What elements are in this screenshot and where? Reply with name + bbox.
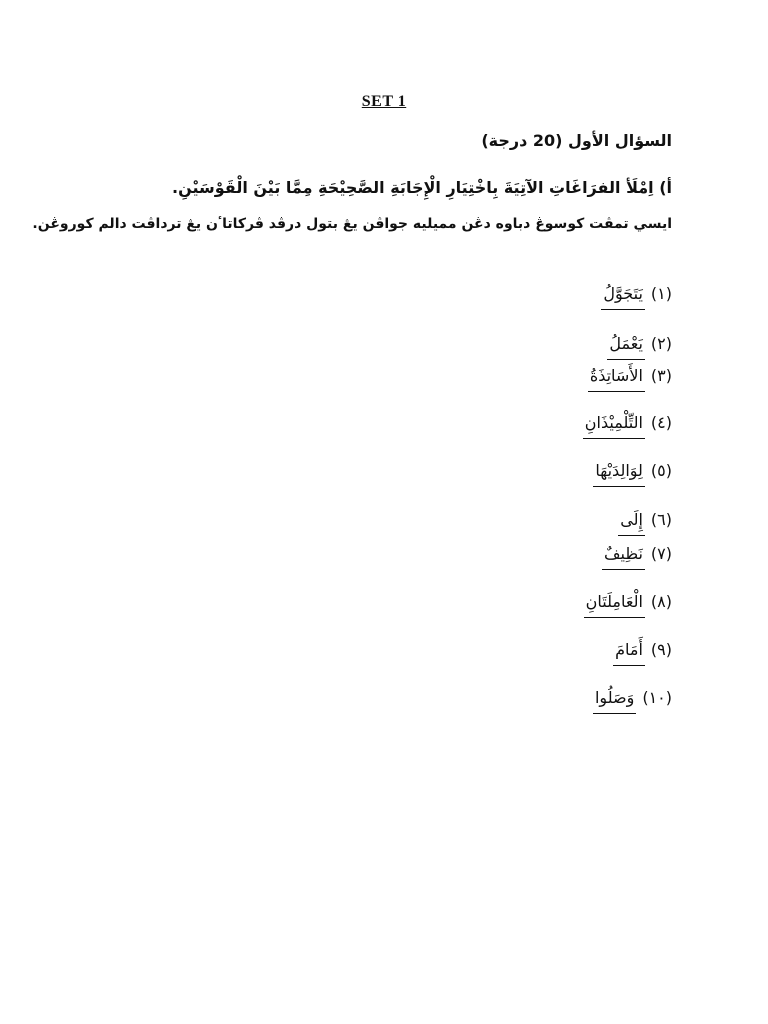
- item-number: (١): [650, 284, 672, 303]
- question-heading: السؤال الأول (20 درجة): [481, 131, 672, 150]
- list-item: [601, 284, 672, 310]
- answer-list: [372, 0, 672, 1024]
- item-number: (٦): [650, 510, 672, 529]
- item-word: لِوَالِدَيْهَا: [593, 461, 645, 487]
- item-word: إِلَى: [618, 510, 645, 536]
- item-word: يَعْمَلُ: [607, 334, 645, 360]
- item-number: (٣): [650, 366, 672, 385]
- list-item: [618, 510, 672, 536]
- item-word: يَتَجَوَّلُ: [601, 284, 645, 310]
- item-number: (٧): [650, 544, 672, 563]
- item-word: الأَسَاتِذَةُ: [588, 366, 645, 392]
- list-item: [584, 592, 672, 618]
- item-word: التِّلْمِيْذَانِ: [583, 413, 645, 439]
- list-item: [593, 461, 672, 487]
- instruction-arabic: أ) اِمْلَأ الفرَاغَاتِ الآتِيَةَ بِاخْتِيَارِ الْإِجَابَةِ الصَّحِيْحَةِ مِمَّا بَيْنَ الْقَوْسَيْنِ.: [172, 178, 672, 197]
- list-item: [602, 544, 672, 570]
- list-item: [583, 413, 672, 439]
- item-word: وَصَلُوا: [593, 688, 636, 714]
- item-number: (١٠): [642, 688, 672, 707]
- item-number: (٢): [650, 334, 672, 353]
- list-item: [588, 366, 672, 392]
- item-number: (٨): [650, 592, 672, 611]
- set-title: SET 1: [361, 93, 407, 110]
- item-number: (٤): [650, 413, 672, 432]
- item-number: (٩): [650, 640, 672, 659]
- item-number: (٥): [650, 461, 672, 480]
- item-word: أَمَامَ: [613, 640, 645, 666]
- list-item: [593, 688, 672, 714]
- list-item: [613, 640, 672, 666]
- item-word: الْعَامِلَتَانِ: [584, 592, 645, 618]
- instruction-jawi: ايسي تمڤت كوسوڠ دباوه دڠن مميليه جواڤن يڠ بتول درڤد ڤركاتاٴن يڠ ترداڤت دالم كوروڠن.: [32, 216, 672, 232]
- list-item: [607, 334, 672, 360]
- item-word: نَظِيفٌ: [602, 544, 645, 570]
